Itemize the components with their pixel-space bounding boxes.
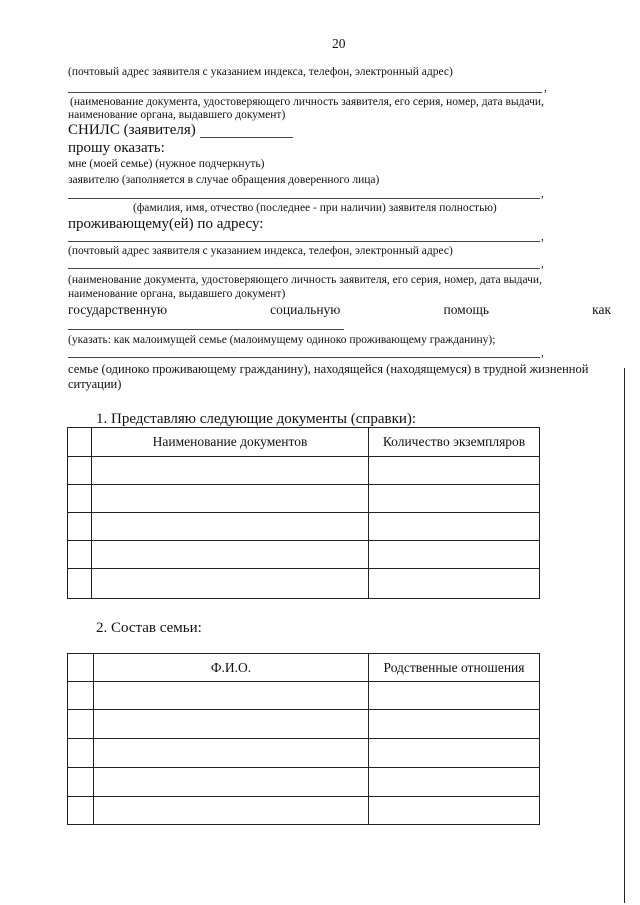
table-cell[interactable] [369, 513, 540, 541]
table-cell[interactable] [92, 513, 369, 541]
table-cell[interactable] [92, 457, 369, 485]
request-label: прошу оказать: [68, 140, 165, 156]
table-cell[interactable] [68, 541, 92, 569]
table-cell[interactable] [369, 797, 540, 825]
help-word: государственную [68, 302, 168, 317]
address-fill-line[interactable] [68, 92, 542, 93]
table-cell[interactable] [68, 797, 94, 825]
table-cell[interactable] [369, 457, 540, 485]
help-word: как [592, 302, 611, 317]
documents-table [67, 427, 540, 599]
section-family-heading: 2. Состав семьи: [96, 620, 202, 636]
table-cell[interactable] [92, 541, 369, 569]
column-header: Количество экземпляров [369, 428, 540, 457]
help-word: социальную [270, 302, 341, 317]
table-cell[interactable] [369, 710, 540, 739]
table-cell[interactable] [68, 682, 94, 710]
family-clause: семье (одиноко проживающему гражданину), находящейся (находящемуся) в трудной жизненной [68, 362, 589, 376]
family-table [67, 653, 540, 825]
table-row [68, 485, 540, 513]
table-cell[interactable] [94, 739, 369, 768]
table-cell[interactable] [68, 513, 92, 541]
table-header-row [68, 428, 540, 457]
table-row [68, 513, 540, 541]
table-cell[interactable] [94, 682, 369, 710]
table-row [68, 541, 540, 569]
comma: , [541, 258, 544, 270]
table-cell[interactable] [369, 739, 540, 768]
help-type-hint: (указать: как малоимущей семье (малоимущему одиноко проживающему гражданину); [68, 334, 496, 346]
fio-hint: (фамилия, имя, отчество (последнее - при наличии) заявителя полностью) [133, 202, 497, 214]
table-cell[interactable] [369, 682, 540, 710]
comma: , [544, 82, 547, 94]
table-row [68, 797, 540, 825]
snils-label: СНИЛС (заявителя) [68, 122, 196, 138]
table-row [68, 569, 540, 599]
page-number: 20 [332, 36, 346, 51]
table-cell[interactable] [68, 710, 94, 739]
table-cell [68, 654, 94, 682]
to-me-or-family-option[interactable]: мне (моей семье) (нужное подчеркнуть) [68, 158, 265, 170]
comma: , [541, 347, 544, 359]
help-type-fill-line[interactable] [68, 329, 344, 330]
id-document-hint-continued: наименование органа, выдавшего документ) [68, 288, 286, 300]
table-row [68, 682, 540, 710]
comma: , [541, 188, 544, 200]
residing-label: проживающему(ей) по адресу: [68, 216, 264, 232]
table-cell[interactable] [94, 797, 369, 825]
id-document-hint-continued: наименование органа, выдавшего документ) [68, 109, 286, 121]
right-margin-line [624, 368, 625, 903]
table-cell[interactable] [369, 541, 540, 569]
residence-fill-line[interactable] [68, 241, 540, 242]
to-applicant-option[interactable]: заявителю (заполняется в случае обращения доверенного лица) [68, 174, 380, 186]
table-cell[interactable] [369, 485, 540, 513]
id-document-hint: (наименование документа, удостоверяющего личность заявителя, его серия, номер, дата выдачи, [70, 96, 544, 108]
table-cell[interactable] [94, 710, 369, 739]
table-cell[interactable] [68, 569, 92, 599]
table-cell[interactable] [92, 569, 369, 599]
table-cell[interactable] [68, 768, 94, 797]
section-documents-heading: 1. Представляю следующие документы (справки): [96, 411, 417, 427]
table-cell[interactable] [369, 768, 540, 797]
table-cell [68, 428, 92, 457]
applicant-fill-line[interactable] [68, 198, 540, 199]
table-cell[interactable] [68, 739, 94, 768]
table-cell[interactable] [68, 457, 92, 485]
table-row [68, 710, 540, 739]
postal-address-hint: (почтовый адрес заявителя с указанием индекса, телефон, электронный адрес) [68, 245, 453, 257]
table-row [68, 768, 540, 797]
help-word: помощь [443, 302, 490, 317]
column-header: Наименование документов [92, 428, 369, 457]
postal-address-hint: (почтовый адрес заявителя с указанием индекса, телефон, электронный адрес) [68, 66, 453, 78]
table-row [68, 457, 540, 485]
id-document-hint: (наименование документа, удостоверяющего личность заявителя, его серия, номер, дата выдачи, [68, 274, 542, 286]
comma: , [541, 231, 544, 243]
help-type-fill-line-2[interactable] [68, 357, 540, 358]
table-cell[interactable] [68, 485, 92, 513]
table-cell[interactable] [369, 569, 540, 599]
column-header: Ф.И.О. [94, 654, 369, 682]
id-document-fill-line[interactable] [68, 268, 540, 269]
help-type-sentence [68, 302, 611, 318]
table-cell[interactable] [92, 485, 369, 513]
snils-fill-line[interactable] [200, 137, 293, 138]
table-header-row [68, 654, 540, 682]
column-header: Родственные отношения [369, 654, 540, 682]
family-clause-continued: ситуации) [68, 377, 122, 391]
table-row [68, 739, 540, 768]
table-cell[interactable] [94, 768, 369, 797]
